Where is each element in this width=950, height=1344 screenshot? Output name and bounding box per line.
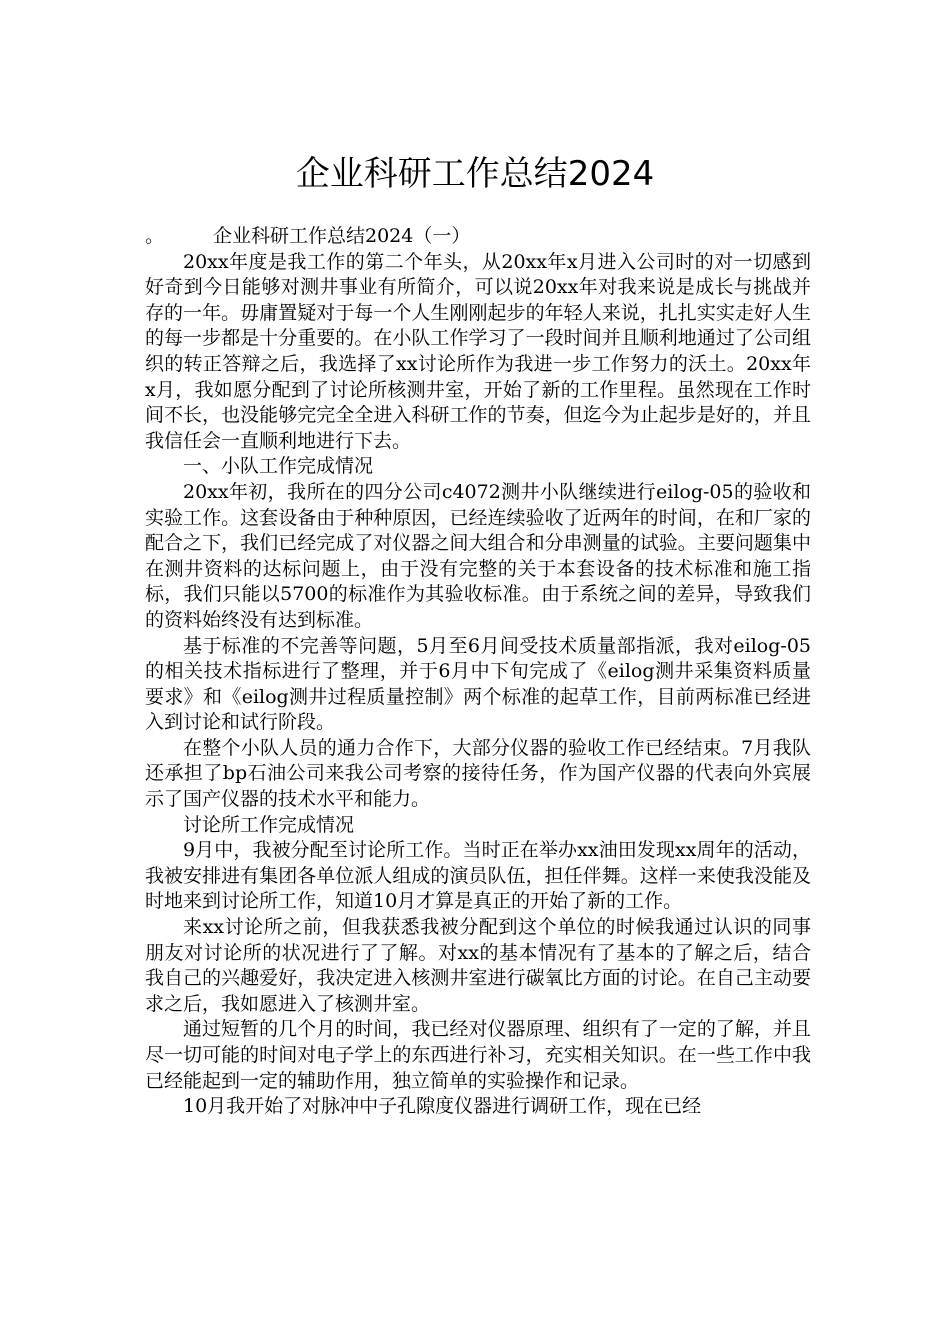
section-heading: 一、小队工作完成情况 bbox=[183, 455, 374, 478]
document-title: 企业科研工作总结2024 bbox=[295, 153, 655, 194]
paragraph: 在整个小队人员的通力合作下，大部分仪器的验收工作已经结束。7月我队还承担了bp石油公司来我公司考察的接待任务，作为国产仪器的代表向外宾展示了国产仪器的技术水平和能力。 bbox=[145, 736, 811, 811]
section-heading: 讨论所工作完成情况 bbox=[183, 813, 355, 836]
paragraph: 基于标准的不完善等问题，5月至6月间受技术质量部指派，我对eilog-05的相关技术指标进行了整理，并于6月中下旬完成了《eilog测井采集资料质量要求》和《eilog测井过程质量控制》两个标准的起草工作，目前两标准已经进入到讨论和试行阶段。 bbox=[145, 634, 811, 734]
lead-mark: 。 bbox=[145, 225, 165, 247]
section-heading-line bbox=[145, 224, 811, 250]
section-title: 企业科研工作总结2024（一） bbox=[213, 225, 471, 247]
paragraph: 20xx年初，我所在的四分公司c4072测井小队继续进行eilog-05的验收和实验工作。这套设备由于种种原因，已经连续验收了近两年的时间，在和厂家的配合之下，我们已经完成了对仪器之间大组合和分串测量的试验。主要问题集中在测井资料的达标问题上，由于没有完整的关于本套设备的技术标准和施工指标，我们只能以5700的标准作为其验收标准。由于系统之间的差异，导致我们的资料始终没有达到标准。 bbox=[145, 480, 811, 631]
document-body bbox=[145, 224, 811, 1120]
paragraph: 来xx讨论所之前，但我获悉我被分配到这个单位的时候我通过认识的同事朋友对讨论所的状况进行了了解。对xx的基本情况有了基本的了解之后，结合我自己的兴趣爱好，我决定进入核测井室进行碳氧比方面的讨论。在自己主动要求之后，我如愿进入了核测井室。 bbox=[145, 916, 811, 1015]
paragraph: 10月我开始了对脉冲中子孔隙度仪器进行调研工作，现在已经 bbox=[183, 1095, 702, 1118]
paragraph: 9月中，我被分配至讨论所工作。当时正在举办xx油田发现xx周年的活动，我被安排进有集团各单位派人组成的演员队伍，担任伴舞。这样一来使我没能及时地来到讨论所工作，知道10月才算是真正的开始了新的工作。 bbox=[145, 839, 811, 913]
paragraph: 20xx年度是我工作的第二个年头，从20xx年x月进入公司时的对一切感到好奇到今日能够对测井事业有所简介，可以说20xx年对我来说是成长与挑战并存的一年。毋庸置疑对于每一个人生刚刚起步的年轻人来说，扎扎实实走好人生的每一步都是十分重要的。在小队工作学习了一段时间并且顺利地通过了公司组织的转正答辩之后，我选择了xx讨论所作为我进一步工作努力的沃土。20xx年x月，我如愿分配到了讨论所核测井室，开始了新的工作里程。虽然现在工作时间不长，也没能够完完全全进入科研工作的节奏，但迄今为止起步是好的，并且我信任会一直顺利地进行下去。 bbox=[145, 250, 811, 452]
paragraph: 通过短暂的几个月的时间，我已经对仪器原理、组织有了一定的了解，并且尽一切可能的时间对电子学上的东西进行补习，充实相关知识。在一些工作中我已经能起到一定的辅助作用，独立简单的实验操作和记录。 bbox=[145, 1018, 811, 1092]
